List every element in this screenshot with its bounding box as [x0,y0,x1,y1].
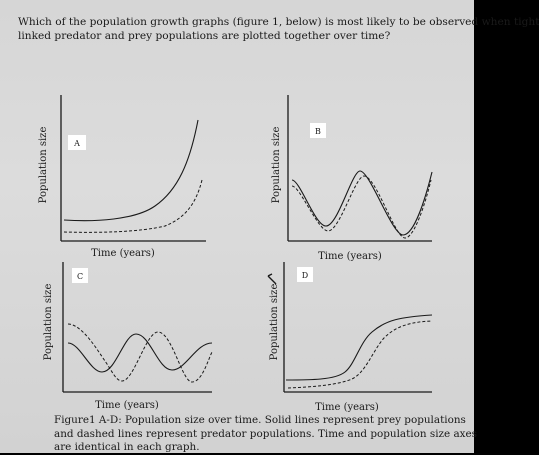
graph-a-xlabel: Time (years) [91,248,155,259]
graph-d-xlabel: Time (years) [315,402,379,413]
graph-c-ylabel: Population size [43,283,54,361]
graph-b-xlabel: Time (years) [318,251,382,262]
graph-d-predator-line [288,321,432,388]
graph-a-ylabel: Population size [38,126,49,204]
cursor-mark [268,274,276,284]
graph-b-badge-label: B [315,127,321,136]
graph-c-xlabel: Time (years) [95,400,159,411]
graph-a-badge-label: A [74,139,80,148]
graph-b-predator-line [292,176,431,238]
graph-b-ylabel: Population size [271,126,282,204]
question-line-2: linked predator and prey populations are plotted together over time? [18,30,391,42]
caption-line-1: Figure1 A-D: Population size over time. Solid lines represent prey populations [54,414,466,426]
caption-line-2: and dashed lines represent predator populations. Time and population size axes [54,427,477,440]
question-line-1: Which of the population growth graphs (figure 1, below) is most likely to be observed when tight [18,16,539,28]
graph-a-predator-line [64,180,202,232]
graph-c [43,262,212,411]
graph-d-badge-label: D [301,271,309,280]
graph-c-predator-line [68,324,212,382]
caption-line-3: are identical in each graph. [54,441,200,453]
graph-a [38,95,206,259]
graph-d [269,262,432,413]
figure-caption [54,414,477,455]
graph-c-badge-label: C [76,272,84,281]
graph-b-prey-line [292,171,432,235]
graph-b [271,95,432,262]
graph-d-ylabel: Population size [269,283,280,361]
graph-d-prey-line [286,315,432,380]
